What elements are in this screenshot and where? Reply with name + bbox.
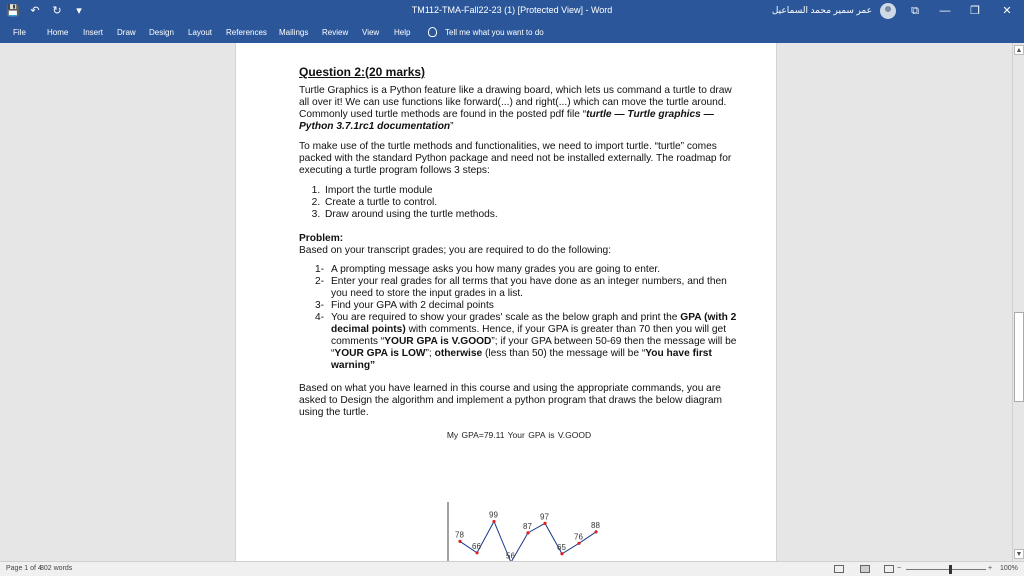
tab-home[interactable]: Home: [47, 28, 69, 37]
tell-me-search[interactable]: Tell me what you want to do: [445, 28, 544, 37]
tab-layout[interactable]: Layout: [188, 28, 213, 37]
window-title: TM112-TMA-Fall22-23 (1) [Protected View] - Word: [411, 5, 613, 15]
zoom-out-button[interactable]: −: [897, 565, 902, 572]
data-label: 87: [523, 521, 532, 531]
status-bar: [0, 561, 1024, 576]
steps-list: [323, 185, 739, 221]
data-label: 56: [506, 551, 515, 561]
data-point: [475, 551, 478, 554]
list-item: 2- Enter your real grades for all terms that you have done as an integer numbers, and then you need to store the input grades in a list.: [315, 276, 727, 299]
tab-design[interactable]: Design: [149, 28, 174, 37]
data-point: [594, 530, 597, 533]
scroll-thumb[interactable]: [1014, 312, 1024, 402]
tasks-list: [315, 264, 739, 372]
tab-references[interactable]: References: [226, 28, 267, 37]
data-point: [526, 531, 529, 534]
scroll-down-icon[interactable]: ▼: [1015, 551, 1023, 558]
redo-icon[interactable]: ↻: [52, 5, 62, 17]
print-layout-icon[interactable]: [860, 565, 870, 573]
user-name[interactable]: عمر سمير محمد السماعيل: [771, 5, 872, 15]
ribbon-tabs: [0, 23, 1024, 43]
data-label: 65: [557, 542, 566, 552]
import-paragraph: To make use of the turtle methods and functionalities, we need to import turtle. “turtle” comes packed with the standard Python package and need not be installed externally. The roadmap for executing a turtle program follows 3 steps:: [299, 141, 732, 176]
document-area[interactable]: [0, 43, 1012, 561]
closing-paragraph: Based on what you have learned in this course and using the appropriate commands, you are asked to Design the algorithm and implement a python program that draws the below diagram using the turtle.: [299, 383, 723, 418]
list-item: 3- Find your GPA with 2 decimal points: [315, 300, 494, 311]
avatar[interactable]: [880, 3, 896, 19]
read-mode-icon[interactable]: [834, 565, 844, 573]
tab-file[interactable]: File: [13, 28, 26, 37]
problem-heading: Problem:: [299, 233, 344, 244]
tab-view[interactable]: View: [362, 28, 380, 37]
save-icon[interactable]: 💾: [6, 5, 20, 17]
title-bar: [0, 0, 1024, 23]
close-button[interactable]: ✕: [1002, 5, 1012, 17]
data-label: 99: [489, 510, 498, 520]
scroll-up-icon[interactable]: ▲: [1015, 47, 1023, 54]
data-label: 78: [455, 530, 464, 540]
minimize-button[interactable]: —: [939, 5, 951, 17]
undo-icon[interactable]: ↶: [30, 5, 40, 17]
lightbulb-icon[interactable]: [428, 27, 437, 37]
tab-insert[interactable]: Insert: [83, 28, 104, 37]
ribbon-display-options-button[interactable]: ⧉: [911, 5, 919, 17]
data-label: 97: [540, 512, 549, 522]
doc-link-text: turtle — Turtle graphics — Python 3.7.1rc1 documentation: [299, 109, 714, 132]
zoom-slider[interactable]: [906, 569, 986, 570]
list-item: 3. Draw around using the turtle methods.: [323, 209, 739, 221]
list-item: 4- You are required to show your grades' scale as the below graph and print the GPA (with 2 decimal points) with comments. Hence, if your GPA is greater than 70 then you will get comments “YOUR GPA is V.GOOD”; if your GPA between 50-69 then the message will be “YOUR GPA is LOW”; otherwise (less than 50) the message will be “You have first warning”: [315, 312, 737, 371]
data-point: [492, 520, 495, 523]
vertical-scrollbar[interactable]: [1012, 43, 1024, 561]
restore-button[interactable]: ❐: [970, 5, 980, 17]
list-item: 1. Import the turtle module: [323, 185, 739, 197]
zoom-in-button[interactable]: +: [988, 565, 993, 572]
zoom-slider-thumb[interactable]: [949, 565, 952, 574]
data-point: [543, 522, 546, 525]
data-label: 76: [574, 532, 583, 542]
data-point: [577, 542, 580, 545]
list-item: 2. Create a turtle to control.: [323, 197, 739, 209]
chart-caption: My GPA=79.11 Your GPA is V.GOOD: [446, 430, 592, 440]
word-count[interactable]: 802 words: [40, 565, 73, 572]
page-content: [299, 66, 739, 441]
tab-help[interactable]: Help: [394, 28, 411, 37]
data-label: 66: [472, 541, 481, 551]
intro-paragraph: Turtle Graphics is a Python feature like a drawing board, which lets us command a turtle to draw all over it! We can use functions like forward(...) and right(...) which can move the turtle around. Commonly used turtle methods are found in the posted pdf file “turtle — Turtle graphics — Python 3.7.1rc1 documentation”: [299, 85, 732, 132]
tab-draw[interactable]: Draw: [117, 28, 136, 37]
data-point: [560, 552, 563, 555]
problem-intro: Based on your transcript grades; you are required to do the following:: [299, 245, 612, 256]
data-point: [458, 540, 461, 543]
list-item: 1- A prompting message asks you how many grades you are going to enter.: [315, 264, 661, 275]
tab-mailings[interactable]: Mailings: [279, 28, 309, 37]
web-layout-icon[interactable]: [884, 565, 894, 573]
data-label: 88: [591, 520, 600, 530]
grades-line-chart: [436, 498, 616, 561]
page-counter[interactable]: Page 1 of 4: [6, 565, 42, 572]
question-title: Question 2:(20 marks): [299, 65, 426, 79]
document-page[interactable]: [235, 43, 777, 561]
customize-qat-icon[interactable]: ▾: [76, 5, 82, 17]
zoom-level[interactable]: 100%: [1000, 565, 1018, 572]
tab-review[interactable]: Review: [322, 28, 349, 37]
